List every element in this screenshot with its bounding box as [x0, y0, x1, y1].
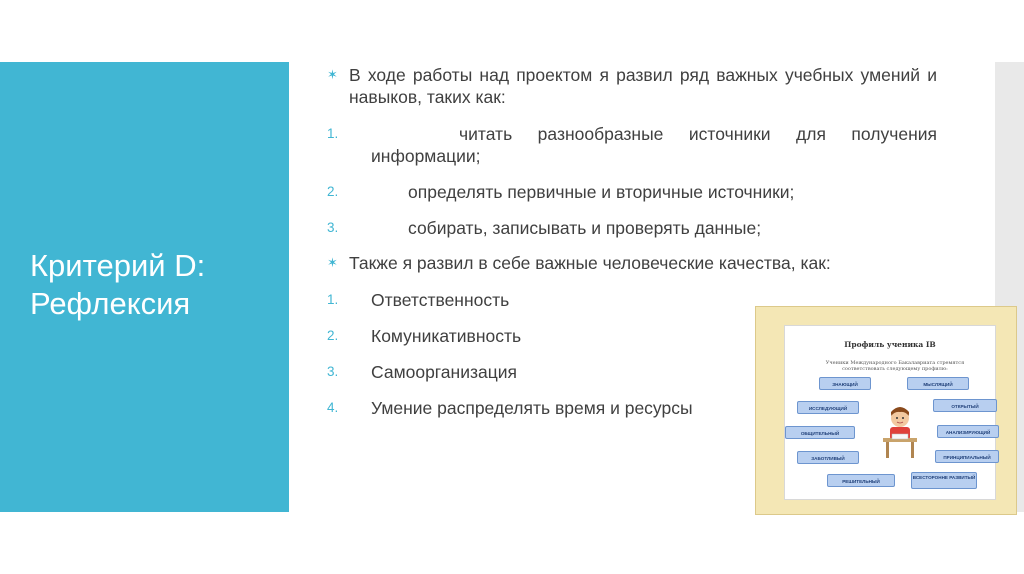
list-number: 1. — [327, 292, 339, 307]
star-bullet-icon: ✶ — [327, 255, 338, 270]
trait-badge: ЗНАЮЩИЙ — [819, 377, 871, 390]
trait-badge: ПРИНЦИПИАЛЬНЫЙ — [935, 450, 999, 463]
trait-badge: ЗАБОТЛИВЫЙ — [797, 451, 859, 464]
skill-text: читать разнообразные источники для получения информации; — [371, 124, 937, 166]
ib-profile-image — [755, 306, 1017, 515]
skill-item-3 — [327, 217, 937, 239]
quality-text: Самоорганизация — [371, 362, 517, 382]
skill-item-2 — [327, 181, 937, 203]
list-number: 2. — [327, 328, 339, 343]
title-line-2: Рефлексия — [30, 286, 191, 321]
trait-badge: ОБЩИТЕЛЬНЫЙ — [785, 426, 855, 439]
skill-text: определять первичные и вторичные источники; — [408, 182, 795, 202]
intro-text: В ходе работы над проектом я развил ряд важных учебных умений и навыков, таких как: — [349, 65, 937, 107]
intro-bullet — [327, 64, 937, 108]
skill-item-1 — [327, 123, 937, 167]
list-number: 3. — [327, 220, 339, 235]
list-number: 4. — [327, 400, 339, 415]
list-number: 1. — [327, 126, 339, 141]
trait-badge: АНАЛИЗИРУЮЩИЙ — [937, 425, 999, 438]
star-bullet-icon: ✶ — [327, 67, 338, 82]
list-number: 3. — [327, 364, 339, 379]
student-at-desk-icon — [879, 402, 921, 460]
skill-text: собирать, записывать и проверять данные; — [408, 218, 762, 238]
trait-badge: МЫСЛЯЩИЙ — [907, 377, 969, 390]
qualities-intro-text: Также я развил в себе важные человеческие качества, как: — [349, 253, 831, 273]
trait-badge: РЕШИТЕЛЬНЫЙ — [827, 474, 895, 487]
ib-profile-subtitle: Ученики Международного Бакалавриата стремятся соответствовать следующему профилю: — [825, 360, 965, 372]
title-line-1: Критерий D: — [30, 248, 206, 283]
quality-text: Умение распределять время и ресурсы — [371, 398, 693, 418]
ib-profile-title: Профиль ученика IB — [844, 340, 936, 349]
trait-badge: ОТКРЫТЫЙ — [933, 399, 997, 412]
list-number: 2. — [327, 184, 339, 199]
ib-profile-panel — [784, 325, 996, 500]
qualities-bullet — [327, 252, 937, 274]
trait-badge: ВСЕСТОРОННЕ РАЗВИТЫЙ — [911, 472, 977, 489]
quality-text: Ответственность — [371, 290, 510, 310]
trait-badge: ИССЛЕДУЮЩИЙ — [797, 401, 859, 414]
quality-text: Комуникативность — [371, 326, 522, 346]
slide-title — [30, 247, 280, 323]
